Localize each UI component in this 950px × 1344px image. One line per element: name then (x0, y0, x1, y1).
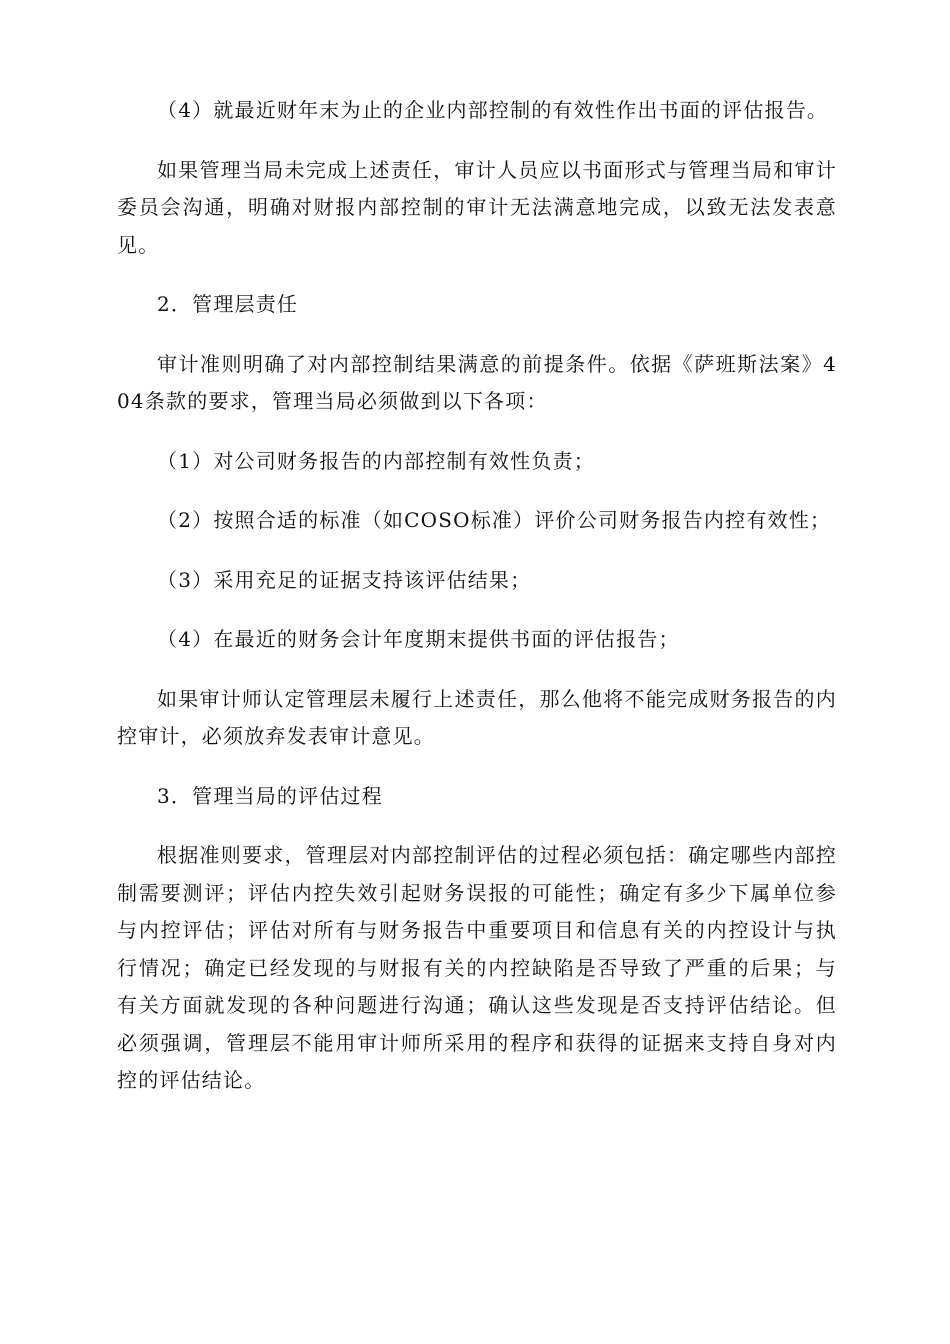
paragraph-assessment-process: 根据准则要求，管理层对内部控制评估的过程必须包括：确定哪些内部控制需要测评；评估内控失效引起财务误报的可能性；确定有多少下属单位参与内控评估；评估对所有与财务报告中重要项目和信息有关的内控设计与执行情况；确定已经发现的与财报有关的内控缺陷是否导致了严重的后果；与有关方面就发现的各种问题进行沟通；确认这些发现是否支持评估结论。但必须强调，管理层不能用审计师所采用的程序和获得的证据来支持自身对内控的评估结论。 (117, 843, 837, 1092)
section-heading-assessment-process: 3．管理当局的评估过程 (157, 783, 383, 808)
list-item-4: （4）在最近的财务会计年度期末提供书面的评估报告； (157, 627, 680, 651)
paragraph-item-4-written-report: （4）就最近财年末为止的企业内部控制的有效性作出书面的评估报告。 (157, 98, 829, 122)
document-page (117, 92, 837, 1122)
list-item-1: （1）对公司财务报告的内部控制有效性负责； (157, 448, 595, 473)
paragraph-audit-standards: 审计准则明确了对内部控制结果满意的前提条件。依据《萨班斯法案》404条款的要求，管理当局必须做到以下各项： (117, 351, 837, 413)
list-item-2: （2）按照合适的标准（如COSO标准）评价公司财务报告内控有效性； (157, 508, 832, 532)
paragraph-auditor-opinion: 如果审计师认定管理层未履行上述责任，那么他将不能完成财务报告的内控审计，必须放弃发表审计意见。 (117, 686, 837, 748)
section-heading-management-responsibility: 2．管理层责任 (157, 292, 299, 316)
paragraph-management-failure: 如果管理当局未完成上述责任，审计人员应以书面形式与管理当局和审计委员会沟通，明确对财报内部控制的审计无法满意地完成，以致无法发表意见。 (117, 157, 837, 257)
list-item-3: （3）采用充足的证据支持该评估结果； (157, 567, 532, 592)
